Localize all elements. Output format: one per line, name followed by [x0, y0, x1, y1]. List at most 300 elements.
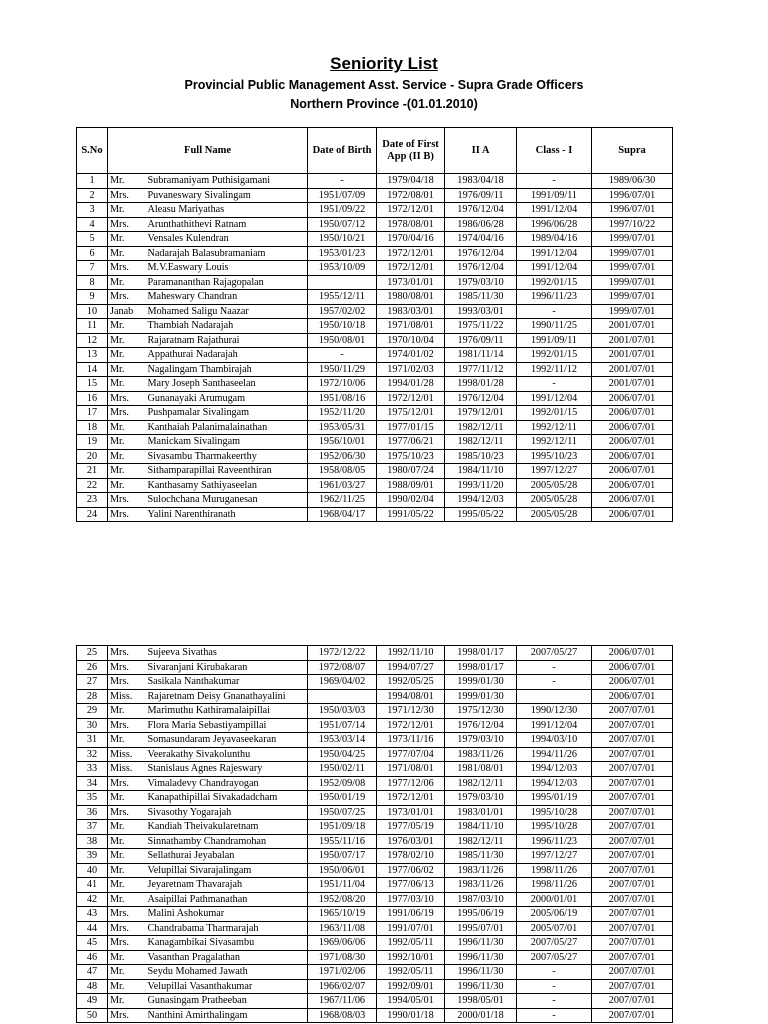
cell-title: Mr. [108, 979, 146, 994]
cell-class-1: 1997/12/27 [517, 464, 592, 479]
cell-first-app: 1975/12/01 [377, 406, 445, 421]
cell-supra: 2006/07/01 [592, 406, 673, 421]
cell-iia: 1982/12/11 [445, 834, 517, 849]
table-row [77, 493, 673, 508]
cell-date-of-birth: 1950/01/19 [308, 791, 377, 806]
cell-first-app: 1970/04/16 [377, 232, 445, 247]
cell-iia: 1984/11/10 [445, 820, 517, 835]
cell-full-name: Kandiah Theivakularetnam [146, 820, 308, 835]
cell-supra: 2006/07/01 [592, 391, 673, 406]
cell-supra: 2006/07/01 [592, 689, 673, 704]
table-row [77, 391, 673, 406]
cell-sno: 35 [77, 791, 108, 806]
cell-class-1: 1994/03/10 [517, 733, 592, 748]
cell-date-of-birth: - [308, 174, 377, 189]
cell-full-name: Pushpamalar Sivalingam [146, 406, 308, 421]
cell-iia: 1998/01/17 [445, 660, 517, 675]
cell-class-1: 1991/12/04 [517, 246, 592, 261]
cell-class-1: 2007/05/27 [517, 936, 592, 951]
cell-first-app: 1972/12/01 [377, 246, 445, 261]
cell-title: Mrs. [108, 675, 146, 690]
table-row [77, 805, 673, 820]
cell-sno: 43 [77, 907, 108, 922]
cell-iia: 1986/06/28 [445, 217, 517, 232]
cell-full-name: Nanthini Amirthalingam [146, 1008, 308, 1023]
cell-title: Mr. [108, 464, 146, 479]
cell-full-name: Aleasu Mariyathas [146, 203, 308, 218]
cell-iia: 1981/11/14 [445, 348, 517, 363]
cell-first-app: 1980/07/24 [377, 464, 445, 479]
cell-date-of-birth: 1966/02/07 [308, 979, 377, 994]
document-subtitle: Provincial Public Management Asst. Service - Supra Grade Officers [184, 78, 584, 92]
cell-iia: 1976/12/04 [445, 246, 517, 261]
cell-class-1: - [517, 174, 592, 189]
cell-full-name: Kanthaiah Palanimalainathan [146, 420, 308, 435]
table-row [77, 507, 673, 522]
cell-first-app: 1977/06/13 [377, 878, 445, 893]
cell-date-of-birth: 1955/11/16 [308, 834, 377, 849]
cell-first-app: 1983/03/01 [377, 304, 445, 319]
cell-sno: 37 [77, 820, 108, 835]
cell-full-name: Vasanthan Pragalathan [146, 950, 308, 965]
cell-class-1: 1995/10/28 [517, 820, 592, 835]
cell-date-of-birth: 1971/08/30 [308, 950, 377, 965]
cell-sno: 30 [77, 718, 108, 733]
cell-first-app: 1973/01/01 [377, 275, 445, 290]
cell-title: Mr. [108, 878, 146, 893]
cell-iia: 1979/03/10 [445, 791, 517, 806]
cell-date-of-birth: 1953/10/09 [308, 261, 377, 276]
cell-sno: 50 [77, 1008, 108, 1023]
cell-supra: 2006/07/01 [592, 507, 673, 522]
cell-title: Mr. [108, 275, 146, 290]
cell-iia: 1998/01/28 [445, 377, 517, 392]
cell-iia: 1995/07/01 [445, 921, 517, 936]
cell-date-of-birth [308, 689, 377, 704]
cell-first-app: 1977/01/15 [377, 420, 445, 435]
cell-title: Mrs. [108, 493, 146, 508]
col-header-full-name: Full Name [108, 128, 308, 174]
table-row [77, 406, 673, 421]
cell-class-1: 2005/07/01 [517, 921, 592, 936]
cell-title: Mrs. [108, 660, 146, 675]
cell-title: Mr. [108, 733, 146, 748]
cell-sno: 45 [77, 936, 108, 951]
cell-first-app: 1971/12/30 [377, 704, 445, 719]
cell-iia: 1979/03/10 [445, 733, 517, 748]
cell-title: Mr. [108, 348, 146, 363]
cell-date-of-birth: 1972/10/06 [308, 377, 377, 392]
col-header-sno: S.No [77, 128, 108, 174]
cell-supra: 2006/07/01 [592, 449, 673, 464]
cell-iia: 1996/11/30 [445, 979, 517, 994]
cell-sno: 21 [77, 464, 108, 479]
cell-date-of-birth: 1951/07/09 [308, 188, 377, 203]
cell-iia: 1983/11/26 [445, 863, 517, 878]
cell-class-1: 1991/09/11 [517, 188, 592, 203]
cell-title: Mrs. [108, 188, 146, 203]
cell-date-of-birth: 1953/05/31 [308, 420, 377, 435]
cell-sno: 17 [77, 406, 108, 421]
cell-date-of-birth: 1967/11/06 [308, 994, 377, 1009]
table-row [77, 747, 673, 762]
cell-date-of-birth: 1951/08/16 [308, 391, 377, 406]
cell-full-name: Kanapathipillai Sivakadadcham [146, 791, 308, 806]
cell-supra: 2007/07/01 [592, 776, 673, 791]
cell-full-name: Chandrabama Tharmarajah [146, 921, 308, 936]
cell-class-1: - [517, 965, 592, 980]
cell-first-app: 1975/10/23 [377, 449, 445, 464]
table-row [77, 420, 673, 435]
cell-iia: 1974/04/16 [445, 232, 517, 247]
cell-full-name: Rajaretnam Deisy Gnanathayalini [146, 689, 308, 704]
cell-class-1: 1995/10/23 [517, 449, 592, 464]
cell-date-of-birth: 1972/12/22 [308, 646, 377, 661]
cell-title: Mrs. [108, 921, 146, 936]
cell-full-name: Malini Ashokumar [146, 907, 308, 922]
cell-supra: 2007/07/01 [592, 762, 673, 777]
cell-sno: 41 [77, 878, 108, 893]
table-row [77, 863, 673, 878]
table-row [77, 246, 673, 261]
cell-class-1: 1997/12/27 [517, 849, 592, 864]
cell-date-of-birth: 1969/06/06 [308, 936, 377, 951]
cell-date-of-birth: 1952/08/20 [308, 892, 377, 907]
cell-first-app: 1972/12/01 [377, 391, 445, 406]
cell-full-name: Nagalingam Thambirajah [146, 362, 308, 377]
cell-full-name: Sivaranjani Kirubakaran [146, 660, 308, 675]
cell-class-1: - [517, 675, 592, 690]
cell-supra: 2007/07/01 [592, 834, 673, 849]
cell-sno: 9 [77, 290, 108, 305]
cell-first-app: 1992/09/01 [377, 979, 445, 994]
title-text: Seniority List [330, 54, 438, 73]
cell-sno: 39 [77, 849, 108, 864]
cell-class-1: - [517, 660, 592, 675]
cell-date-of-birth: 1957/02/02 [308, 304, 377, 319]
cell-first-app: 1978/08/01 [377, 217, 445, 232]
table-row [77, 1008, 673, 1023]
cell-first-app: 1973/11/16 [377, 733, 445, 748]
cell-sno: 31 [77, 733, 108, 748]
cell-iia: 1975/12/30 [445, 704, 517, 719]
cell-sno: 38 [77, 834, 108, 849]
table-row [77, 348, 673, 363]
cell-iia: 1987/03/10 [445, 892, 517, 907]
cell-title: Mr. [108, 834, 146, 849]
cell-date-of-birth: 1950/08/01 [308, 333, 377, 348]
cell-title: Mr. [108, 362, 146, 377]
cell-class-1: 1992/12/11 [517, 435, 592, 450]
cell-class-1: 1990/12/30 [517, 704, 592, 719]
cell-title: Mrs. [108, 907, 146, 922]
cell-full-name: Seydu Mohamed Jawath [146, 965, 308, 980]
cell-date-of-birth: 1950/03/03 [308, 704, 377, 719]
cell-supra: 1999/07/01 [592, 261, 673, 276]
cell-class-1: 1991/12/04 [517, 391, 592, 406]
cell-title: Mrs. [108, 805, 146, 820]
cell-title: Mr. [108, 449, 146, 464]
cell-sno: 13 [77, 348, 108, 363]
cell-date-of-birth: 1968/04/17 [308, 507, 377, 522]
cell-title: Janab [108, 304, 146, 319]
cell-full-name: Yalini Narenthiranath [146, 507, 308, 522]
cell-supra: 2001/07/01 [592, 348, 673, 363]
cell-title: Mrs. [108, 290, 146, 305]
cell-class-1 [517, 689, 592, 704]
table-row [77, 994, 673, 1009]
cell-sno: 32 [77, 747, 108, 762]
cell-first-app: 1992/10/01 [377, 950, 445, 965]
cell-date-of-birth: 1962/11/25 [308, 493, 377, 508]
cell-sno: 24 [77, 507, 108, 522]
cell-full-name: Kanthasamy Sathiyaseelan [146, 478, 308, 493]
cell-iia: 1995/06/19 [445, 907, 517, 922]
cell-first-app: 1988/09/01 [377, 478, 445, 493]
cell-full-name: Appathurai Nadarajah [146, 348, 308, 363]
cell-date-of-birth: 1953/01/23 [308, 246, 377, 261]
cell-iia: 1976/12/04 [445, 718, 517, 733]
cell-first-app: 1972/08/01 [377, 188, 445, 203]
cell-iia: 1981/08/01 [445, 762, 517, 777]
cell-first-app: 1979/04/18 [377, 174, 445, 189]
cell-class-1: - [517, 994, 592, 1009]
table-row [77, 907, 673, 922]
cell-title: Miss. [108, 762, 146, 777]
cell-supra: 1999/07/01 [592, 304, 673, 319]
cell-iia: 1979/03/10 [445, 275, 517, 290]
table-row [77, 174, 673, 189]
cell-title: Mr. [108, 478, 146, 493]
cell-date-of-birth: 1952/09/08 [308, 776, 377, 791]
cell-class-1: 1996/11/23 [517, 290, 592, 305]
cell-first-app: 1980/08/01 [377, 290, 445, 305]
cell-supra: 2007/07/01 [592, 791, 673, 806]
cell-full-name: Sivasambu Tharmakeerthy [146, 449, 308, 464]
cell-date-of-birth: 1951/07/14 [308, 718, 377, 733]
cell-class-1: 1995/10/28 [517, 805, 592, 820]
cell-supra: 1996/07/01 [592, 188, 673, 203]
document-subtitle-date: Northern Province -(01.01.2010) [290, 97, 478, 111]
table-row [77, 646, 673, 661]
cell-date-of-birth: 1958/08/05 [308, 464, 377, 479]
cell-full-name: Nadarajah Balasubramaniam [146, 246, 308, 261]
cell-sno: 19 [77, 435, 108, 450]
cell-supra: 2007/07/01 [592, 921, 673, 936]
cell-first-app: 1972/12/01 [377, 261, 445, 276]
cell-supra: 2001/07/01 [592, 362, 673, 377]
cell-sno: 15 [77, 377, 108, 392]
cell-full-name: Sulochchana Muruganesan [146, 493, 308, 508]
cell-class-1: 1990/11/25 [517, 319, 592, 334]
cell-date-of-birth: 1952/11/20 [308, 406, 377, 421]
cell-full-name: Mary Joseph Santhaseelan [146, 377, 308, 392]
cell-iia: 1995/05/22 [445, 507, 517, 522]
cell-iia: 1983/11/26 [445, 747, 517, 762]
cell-first-app: 1994/05/01 [377, 994, 445, 1009]
table-row [77, 936, 673, 951]
cell-supra: 2007/07/01 [592, 936, 673, 951]
cell-sno: 22 [77, 478, 108, 493]
cell-class-1: 1989/04/16 [517, 232, 592, 247]
cell-date-of-birth: 1950/10/18 [308, 319, 377, 334]
cell-sno: 29 [77, 704, 108, 719]
cell-date-of-birth: - [308, 348, 377, 363]
table-header-row [77, 128, 673, 174]
cell-iia: 1985/11/30 [445, 849, 517, 864]
cell-date-of-birth: 1950/11/29 [308, 362, 377, 377]
cell-first-app: 1990/02/04 [377, 493, 445, 508]
cell-iia: 1976/09/11 [445, 333, 517, 348]
cell-first-app: 1971/08/01 [377, 319, 445, 334]
cell-iia: 1998/01/17 [445, 646, 517, 661]
cell-supra: 2007/07/01 [592, 820, 673, 835]
cell-sno: 20 [77, 449, 108, 464]
cell-date-of-birth: 1951/11/04 [308, 878, 377, 893]
cell-supra: 2007/07/01 [592, 805, 673, 820]
cell-first-app: 1974/01/02 [377, 348, 445, 363]
cell-class-1: - [517, 1008, 592, 1023]
cell-title: Mrs. [108, 936, 146, 951]
cell-title: Mrs. [108, 507, 146, 522]
cell-title: Mr. [108, 791, 146, 806]
table-row [77, 718, 673, 733]
cell-title: Mr. [108, 246, 146, 261]
cell-iia: 1985/10/23 [445, 449, 517, 464]
cell-full-name: Vensales Kulendran [146, 232, 308, 247]
cell-sno: 18 [77, 420, 108, 435]
cell-supra: 1999/07/01 [592, 232, 673, 247]
cell-iia: 1996/11/30 [445, 936, 517, 951]
cell-class-1: 1992/01/15 [517, 406, 592, 421]
cell-full-name: Thambiah Nadarajah [146, 319, 308, 334]
cell-first-app: 1971/02/03 [377, 362, 445, 377]
cell-title: Mr. [108, 319, 146, 334]
cell-sno: 36 [77, 805, 108, 820]
cell-supra: 2007/07/01 [592, 892, 673, 907]
cell-class-1: 1991/09/11 [517, 333, 592, 348]
cell-iia: 1982/12/11 [445, 420, 517, 435]
cell-supra: 2006/07/01 [592, 646, 673, 661]
cell-first-app: 1994/07/27 [377, 660, 445, 675]
cell-full-name: Sivasothy Yogarajah [146, 805, 308, 820]
cell-first-app: 1977/07/04 [377, 747, 445, 762]
cell-sno: 4 [77, 217, 108, 232]
cell-title: Mrs. [108, 646, 146, 661]
cell-iia: 1998/05/01 [445, 994, 517, 1009]
cell-supra: 1999/07/01 [592, 275, 673, 290]
cell-supra: 2001/07/01 [592, 333, 673, 348]
cell-iia: 1975/11/22 [445, 319, 517, 334]
cell-title: Mr. [108, 849, 146, 864]
cell-iia: 1976/12/04 [445, 261, 517, 276]
cell-full-name: Somasundaram Jeyavaseekaran [146, 733, 308, 748]
cell-supra: 2007/07/01 [592, 718, 673, 733]
cell-sno: 2 [77, 188, 108, 203]
table-row [77, 950, 673, 965]
cell-sno: 47 [77, 965, 108, 980]
cell-class-1: 1994/11/26 [517, 747, 592, 762]
cell-title: Mr. [108, 863, 146, 878]
cell-title: Mrs. [108, 776, 146, 791]
cell-class-1: 1996/06/28 [517, 217, 592, 232]
seniority-table-part-1 [76, 127, 673, 522]
seniority-table-part-2 [76, 645, 673, 1023]
cell-iia: 1999/01/30 [445, 689, 517, 704]
cell-supra: 2006/07/01 [592, 660, 673, 675]
table-row [77, 449, 673, 464]
table-row [77, 849, 673, 864]
cell-class-1: 1994/12/03 [517, 762, 592, 777]
cell-supra: 2006/07/01 [592, 420, 673, 435]
cell-class-1: - [517, 377, 592, 392]
table-row [77, 878, 673, 893]
cell-iia: 1996/11/30 [445, 965, 517, 980]
cell-supra: 2007/07/01 [592, 863, 673, 878]
cell-full-name: Kanagambikai Sivasambu [146, 936, 308, 951]
cell-date-of-birth: 1950/07/25 [308, 805, 377, 820]
cell-first-app: 1972/12/01 [377, 791, 445, 806]
cell-full-name: Asaipillai Pathmanathan [146, 892, 308, 907]
table-row [77, 762, 673, 777]
cell-class-1: 1991/12/04 [517, 203, 592, 218]
cell-first-app: 1971/08/01 [377, 762, 445, 777]
cell-class-1: 1995/01/19 [517, 791, 592, 806]
cell-class-1: - [517, 979, 592, 994]
cell-full-name: Velupillai Vasanthakumar [146, 979, 308, 994]
table-row [77, 478, 673, 493]
cell-full-name: Sasikala Nanthakumar [146, 675, 308, 690]
cell-supra: 2007/07/01 [592, 994, 673, 1009]
cell-date-of-birth: 1961/03/27 [308, 478, 377, 493]
cell-iia: 1982/12/11 [445, 435, 517, 450]
cell-full-name: Sellathurai Jeyabalan [146, 849, 308, 864]
col-header-class-1: Class - I [517, 128, 592, 174]
cell-date-of-birth: 1963/11/08 [308, 921, 377, 936]
cell-full-name: Velupillai Sivarajalingam [146, 863, 308, 878]
cell-supra: 2006/07/01 [592, 493, 673, 508]
cell-sno: 42 [77, 892, 108, 907]
cell-sno: 10 [77, 304, 108, 319]
cell-supra: 2007/07/01 [592, 704, 673, 719]
cell-class-1: 2005/05/28 [517, 493, 592, 508]
cell-first-app: 1991/07/01 [377, 921, 445, 936]
cell-supra: 2007/07/01 [592, 849, 673, 864]
cell-first-app: 1977/12/06 [377, 776, 445, 791]
cell-sno: 7 [77, 261, 108, 276]
cell-date-of-birth: 1951/09/18 [308, 820, 377, 835]
table-row [77, 733, 673, 748]
cell-first-app: 1977/06/02 [377, 863, 445, 878]
cell-first-app: 1978/02/10 [377, 849, 445, 864]
cell-sno: 25 [77, 646, 108, 661]
cell-title: Mr. [108, 435, 146, 450]
cell-full-name: Stanislaus Agnes Rajeswary [146, 762, 308, 777]
cell-first-app: 1992/05/25 [377, 675, 445, 690]
cell-supra: 2006/07/01 [592, 464, 673, 479]
cell-full-name: Jeyaretnam Thavarajah [146, 878, 308, 893]
cell-date-of-birth: 1951/09/22 [308, 203, 377, 218]
cell-first-app: 1990/01/18 [377, 1008, 445, 1023]
cell-title: Mrs. [108, 217, 146, 232]
cell-sno: 44 [77, 921, 108, 936]
cell-title: Mr. [108, 965, 146, 980]
cell-title: Mrs. [108, 406, 146, 421]
cell-first-app: 1977/06/21 [377, 435, 445, 450]
cell-iia: 1985/11/30 [445, 290, 517, 305]
cell-full-name: Manickam Sivalingam [146, 435, 308, 450]
cell-first-app: 1970/10/04 [377, 333, 445, 348]
